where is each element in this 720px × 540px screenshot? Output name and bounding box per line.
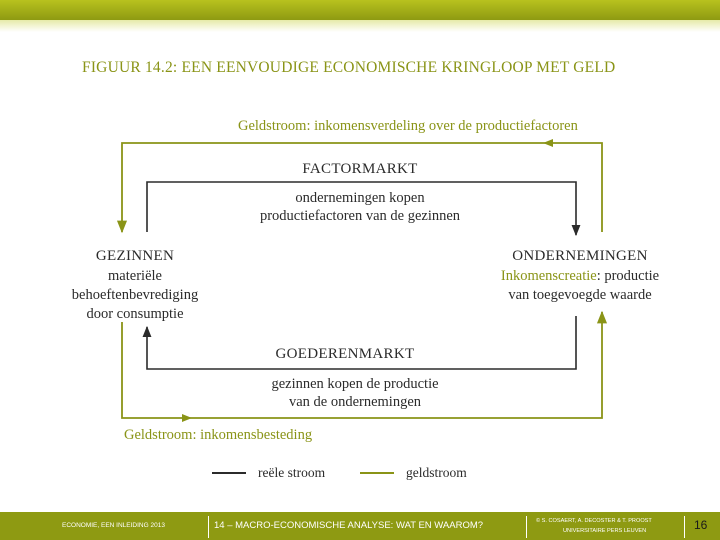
money-flow-top-midarrow xyxy=(543,139,553,147)
factormarkt-title: FACTORMARKT xyxy=(302,161,418,177)
ondernemingen-line1-rest: : productie xyxy=(596,268,660,284)
footer-publisher: UNIVERSITAIRE PERS LEUVEN xyxy=(563,528,647,534)
footer-separator xyxy=(208,516,209,538)
footer-copyright: © S. COSAERT, A. DECOSTER & T. PROOST xyxy=(536,518,652,524)
gezinnen-line3: door consumptie xyxy=(86,306,184,322)
top-money-flow-label: Geldstroom: inkomensverdeling over de productiefactoren xyxy=(238,118,578,134)
gezinnen-line2: behoeftenbevrediging xyxy=(71,287,199,303)
gezinnen-title: GEZINNEN xyxy=(95,248,175,264)
inkomenscreatie-highlight: Inkomenscreatie xyxy=(500,268,597,284)
page-number: 16 xyxy=(694,518,708,532)
goederenmarkt-line1: gezinnen kopen de productie xyxy=(271,376,439,392)
gezinnen-line1: materiële xyxy=(108,268,162,284)
goederenmarkt-line2: van de ondernemingen xyxy=(288,394,422,410)
money-flow-bottom-midarrow xyxy=(182,414,192,422)
footer-course-title: ECONOMIE, EEN INLEIDING 2013 xyxy=(62,522,165,529)
bottom-money-flow-label: Geldstroom: inkomensbesteding xyxy=(124,427,313,443)
footer-separator xyxy=(684,516,685,538)
legend-money-label: geldstroom xyxy=(406,465,467,480)
legend-real-label: reële stroom xyxy=(258,465,326,480)
goederenmarkt-title: GOEDERENMARKT xyxy=(275,346,415,362)
figure-title: FIGUUR 14.2: EEN EENVOUDIGE ECONOMISCHE KRINGLOOP MET GELD xyxy=(82,59,616,76)
footer-chapter-title: 14 – MACRO-ECONOMISCHE ANALYSE: WAT EN WAAROM? xyxy=(214,520,484,531)
footer-separator xyxy=(526,516,527,538)
ondernemingen-line2: van toegevoegde waarde xyxy=(508,287,652,303)
ondernemingen-line1 xyxy=(470,267,690,285)
ondernemingen-title: ONDERNEMINGEN xyxy=(512,248,648,264)
factormarkt-line2: productiefactoren van de gezinnen xyxy=(259,208,461,224)
factormarkt-line1: ondernemingen kopen xyxy=(295,190,425,206)
